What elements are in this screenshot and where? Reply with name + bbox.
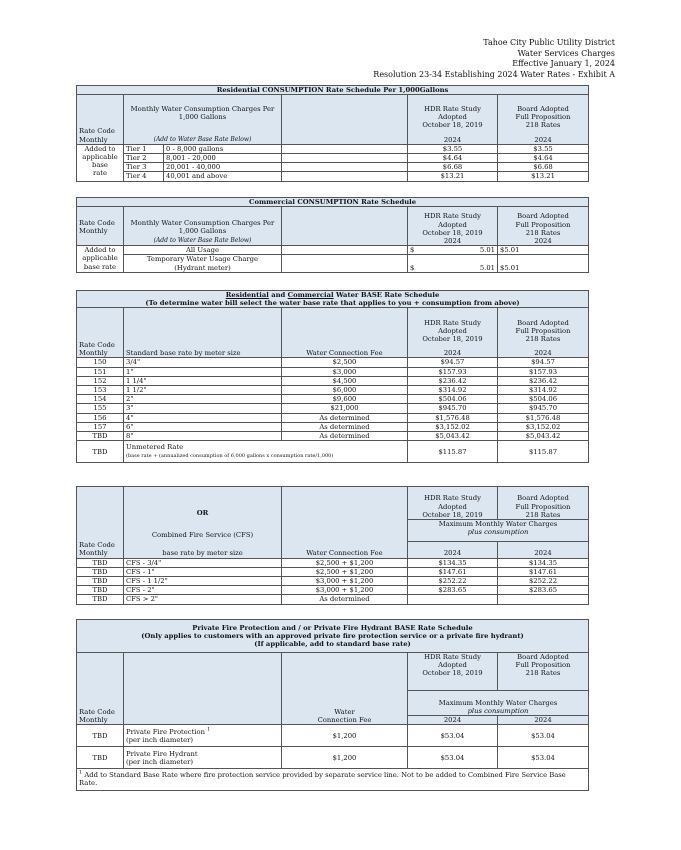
table-row: Added to applicable base rate Tier 1 0 - 8,000 gallons $3.55 $3.55 xyxy=(77,144,589,153)
meter-size-header: Standard base rate by meter size xyxy=(124,308,282,358)
residential-consumption-table xyxy=(76,85,589,182)
max-monthly-header: Maximum Monthly Water Charges plus consumption xyxy=(408,691,589,716)
blank-header xyxy=(282,95,408,145)
table-row: TBD CFS - 3/4" $2,500 + $1,200 $134.35 $134.35 xyxy=(77,558,589,567)
table-row: 156 4" As determined $1,576.48 $1,576.48 xyxy=(77,413,589,422)
rate-code-header: Rate Code Monthly xyxy=(77,487,124,559)
table-row: 154 2" $9,600 $504.06 $504.06 xyxy=(77,395,589,404)
base-rate-subtitle: (To determine water bill select the water base rate that applies to you + consumption from above) xyxy=(145,299,520,308)
combined-fire-service-table: Rate Code Monthly OR Combined Fire Service (CFS) base rate by meter size Water Connection Fee HDR Rate Study Adopted October 18, 2019 Board Adopted Full Proposition 218 Rates Maximum Monthly Water Charges plus consumption 2024 2024 TBD CFS - 3/4" $2,500 + $1,200 $134.35 $134.35 TBD CFS - 1" $2,500 + $1,200 $147.61 $147.61 TBD CFS - 1 1/2" $3,000 + $1,200 $252.22 $252.22 TBD CFS - 2" $3,000 + $1,200 $283.65 $283.65 TBD CFS > 2" As determined xyxy=(76,486,589,605)
table-row: Tier 2 8,001 - 20,000 $4.64 $4.64 xyxy=(77,154,589,163)
board-adopted-header: Board Adopted Full Proposition 218 Rates 2024 xyxy=(498,308,589,358)
hdr-study-header: HDR Rate Study Adopted October 18, 2019 2024 xyxy=(408,207,498,246)
hdr-study-header: HDR Rate Study Adopted October 18, 2019 2024 xyxy=(408,308,498,358)
table-row: 157 6" As determined $3,152.02 $3,152.02 xyxy=(77,422,589,431)
residential-title: Residential CONSUMPTION Rate Schedule Per 1,000Gallons xyxy=(77,86,589,95)
max-monthly-header: Maximum Monthly Water Charges plus consumption xyxy=(408,520,589,542)
footnote-row xyxy=(77,769,589,790)
table-row: TBD CFS - 2" $3,000 + $1,200 $283.65 $283.65 xyxy=(77,586,589,595)
table-row: TBD 8" As determined $5,043.42 $5,043.42 xyxy=(77,432,589,441)
unmetered-note: (base rate + (annualized consumption of 6,000 gallons x consumption rate/1,000) xyxy=(126,453,334,460)
connection-fee-header: Water Connection Fee xyxy=(282,487,408,559)
cfs-header xyxy=(124,487,282,559)
connection-fee-header: Water Connection Fee xyxy=(282,308,408,358)
table-row: Tier 4 40,001 and above $13.21 $13.21 xyxy=(77,172,589,181)
table-row: 151 1" $3,000 $157.93 $157.93 xyxy=(77,367,589,376)
table-row: TBD CFS - 1" $2,500 + $1,200 $147.61 $147.61 xyxy=(77,567,589,576)
table-row: TBD CFS > 2" As determined xyxy=(77,595,589,604)
base-rate-table xyxy=(76,290,589,463)
rate-code-header: Rate Code Monthly xyxy=(77,207,124,246)
consumption-desc-header: Monthly Water Consumption Charges Per 1,000 Gallons (Add to Water Base Rate Below) xyxy=(124,207,282,246)
table-row: 150 3/4" $2,500 $94.57 $94.57 xyxy=(77,358,589,367)
resolution-line: Resolution 23-34 Establishing 2024 Water Rates - Exhibit A xyxy=(373,69,615,79)
footnote: $^1$ Add to Standard Base Rate where fire protection service provided by separate service line. Not to be added to Combined Fire Service Base Rate. xyxy=(77,769,589,790)
board-adopted-header: Board Adopted Full Proposition 218 Rates 2024 xyxy=(498,95,589,145)
commercial-title: Commercial CONSUMPTION Rate Schedule xyxy=(77,198,589,207)
table-row: Tier 3 20,001 - 40,000 $6.68 $6.68 xyxy=(77,163,589,172)
rate-code-header: Rate Code Monthly xyxy=(77,308,124,358)
table-row: TBD CFS - 1 1/2" $3,000 + $1,200 $252.22 $252.22 xyxy=(77,577,589,586)
district-name: Tahoe City Public Utility District xyxy=(483,38,615,47)
board-adopted-header: Board Adopted Full Proposition 218 Rates xyxy=(498,487,589,520)
add-to-base-note: (Add to Water Base Rate Below) xyxy=(153,135,252,143)
added-to-base-label: Added to applicable base rate xyxy=(77,246,124,273)
rate-code-header: Rate Code Monthly xyxy=(77,653,124,725)
cfs-size-header: base rate by meter size xyxy=(162,549,243,558)
table-row: Added to applicable base rate All Usage $ 5.01 $5.01 xyxy=(77,246,589,255)
document-header xyxy=(373,38,615,80)
table-row: 152 1 1/4" $4,500 $236.42 $236.42 xyxy=(77,376,589,385)
unmetered-row: TBD Unmetered Rate (base rate + (annualized consumption of 6,000 gallons x consumption rate/1,000) $115.87 $115.87 xyxy=(77,441,589,463)
private-fire-table: Private Fire Protection and / or Private Fire Hydrant BASE Rate Schedule (Only applies to customers with an approved private fire protection service or a private fire hydrant) (If applicable, add to standard base rate) Rate Code Monthly Water Connection Fee HDR Rate Study Adopted October 18, 2019 Board Adopted Full Proposition 218 Rates Maximum Monthly Water Charges plus consumption 2024 2024 TBD Private Fire Protection $^1$ (per inch diameter) $1,200 $53.04 $53.04 TBD Private Fire Hydrant (per inch diameter) $1,200 $53.04 $53.04 $^1$ Add to Standard Base Rate where fire protection service provided by separate service line. Not to be added to Combined Fire Service Base Rate. xyxy=(76,619,589,791)
or-label: OR xyxy=(196,509,209,517)
commercial-consumption-table xyxy=(76,197,589,273)
private-fire-title: Private Fire Protection and / or Private Fire Hydrant BASE Rate Schedule (Only applies to customers with an approved private fire protection service or a private fire hydrant) (If applicable, add to standard base rate) xyxy=(77,620,589,653)
table-row: 153 1 1/2" $6,000 $314.92 $314.92 xyxy=(77,386,589,395)
add-to-base-note: (Add to Water Base Rate Below) xyxy=(153,236,252,244)
board-adopted-header: Board Adopted Full Proposition 218 Rates 2024 xyxy=(498,207,589,246)
doc-subject: Water Services Charges xyxy=(517,48,615,58)
table-row: Temporary Water Usage Charge (Hydrant meter) $ 5.01 $5.01 xyxy=(77,255,589,272)
table-row: TBD Private Fire Hydrant (per inch diameter) $1,200 $53.04 $53.04 xyxy=(77,747,589,769)
rate-code-header: Rate Code Monthly xyxy=(77,95,124,145)
effective-date: Effective January 1, 2024 xyxy=(512,59,615,68)
hdr-study-header: HDR Rate Study Adopted October 18, 2019 2024 xyxy=(408,95,498,145)
base-rate-title: Residential and Commercial Water BASE Rate Schedule (To determine water bill select the water base rate that applies to you + consumption from above) xyxy=(77,291,589,308)
table-row: 155 3" $21,000 $945.70 $945.70 xyxy=(77,404,589,413)
cfs-title: Combined Fire Service (CFS) xyxy=(151,531,254,540)
hdr-study-header: HDR Rate Study Adopted October 18, 2019 xyxy=(408,653,498,691)
table-row: TBD Private Fire Protection $^1$ (per inch diameter) $1,200 $53.04 $53.04 xyxy=(77,725,589,747)
consumption-desc-header: Monthly Water Consumption Charges Per 1,000 Gallons (Add to Water Base Rate Below) xyxy=(124,95,282,145)
hdr-study-header: HDR Rate Study Adopted October 18, 2019 xyxy=(408,487,498,520)
connection-fee-header: Water Connection Fee xyxy=(282,653,408,725)
board-adopted-header: Board Adopted Full Proposition 218 Rates xyxy=(498,653,589,691)
added-to-base-label: Added to applicable base rate xyxy=(77,144,124,181)
